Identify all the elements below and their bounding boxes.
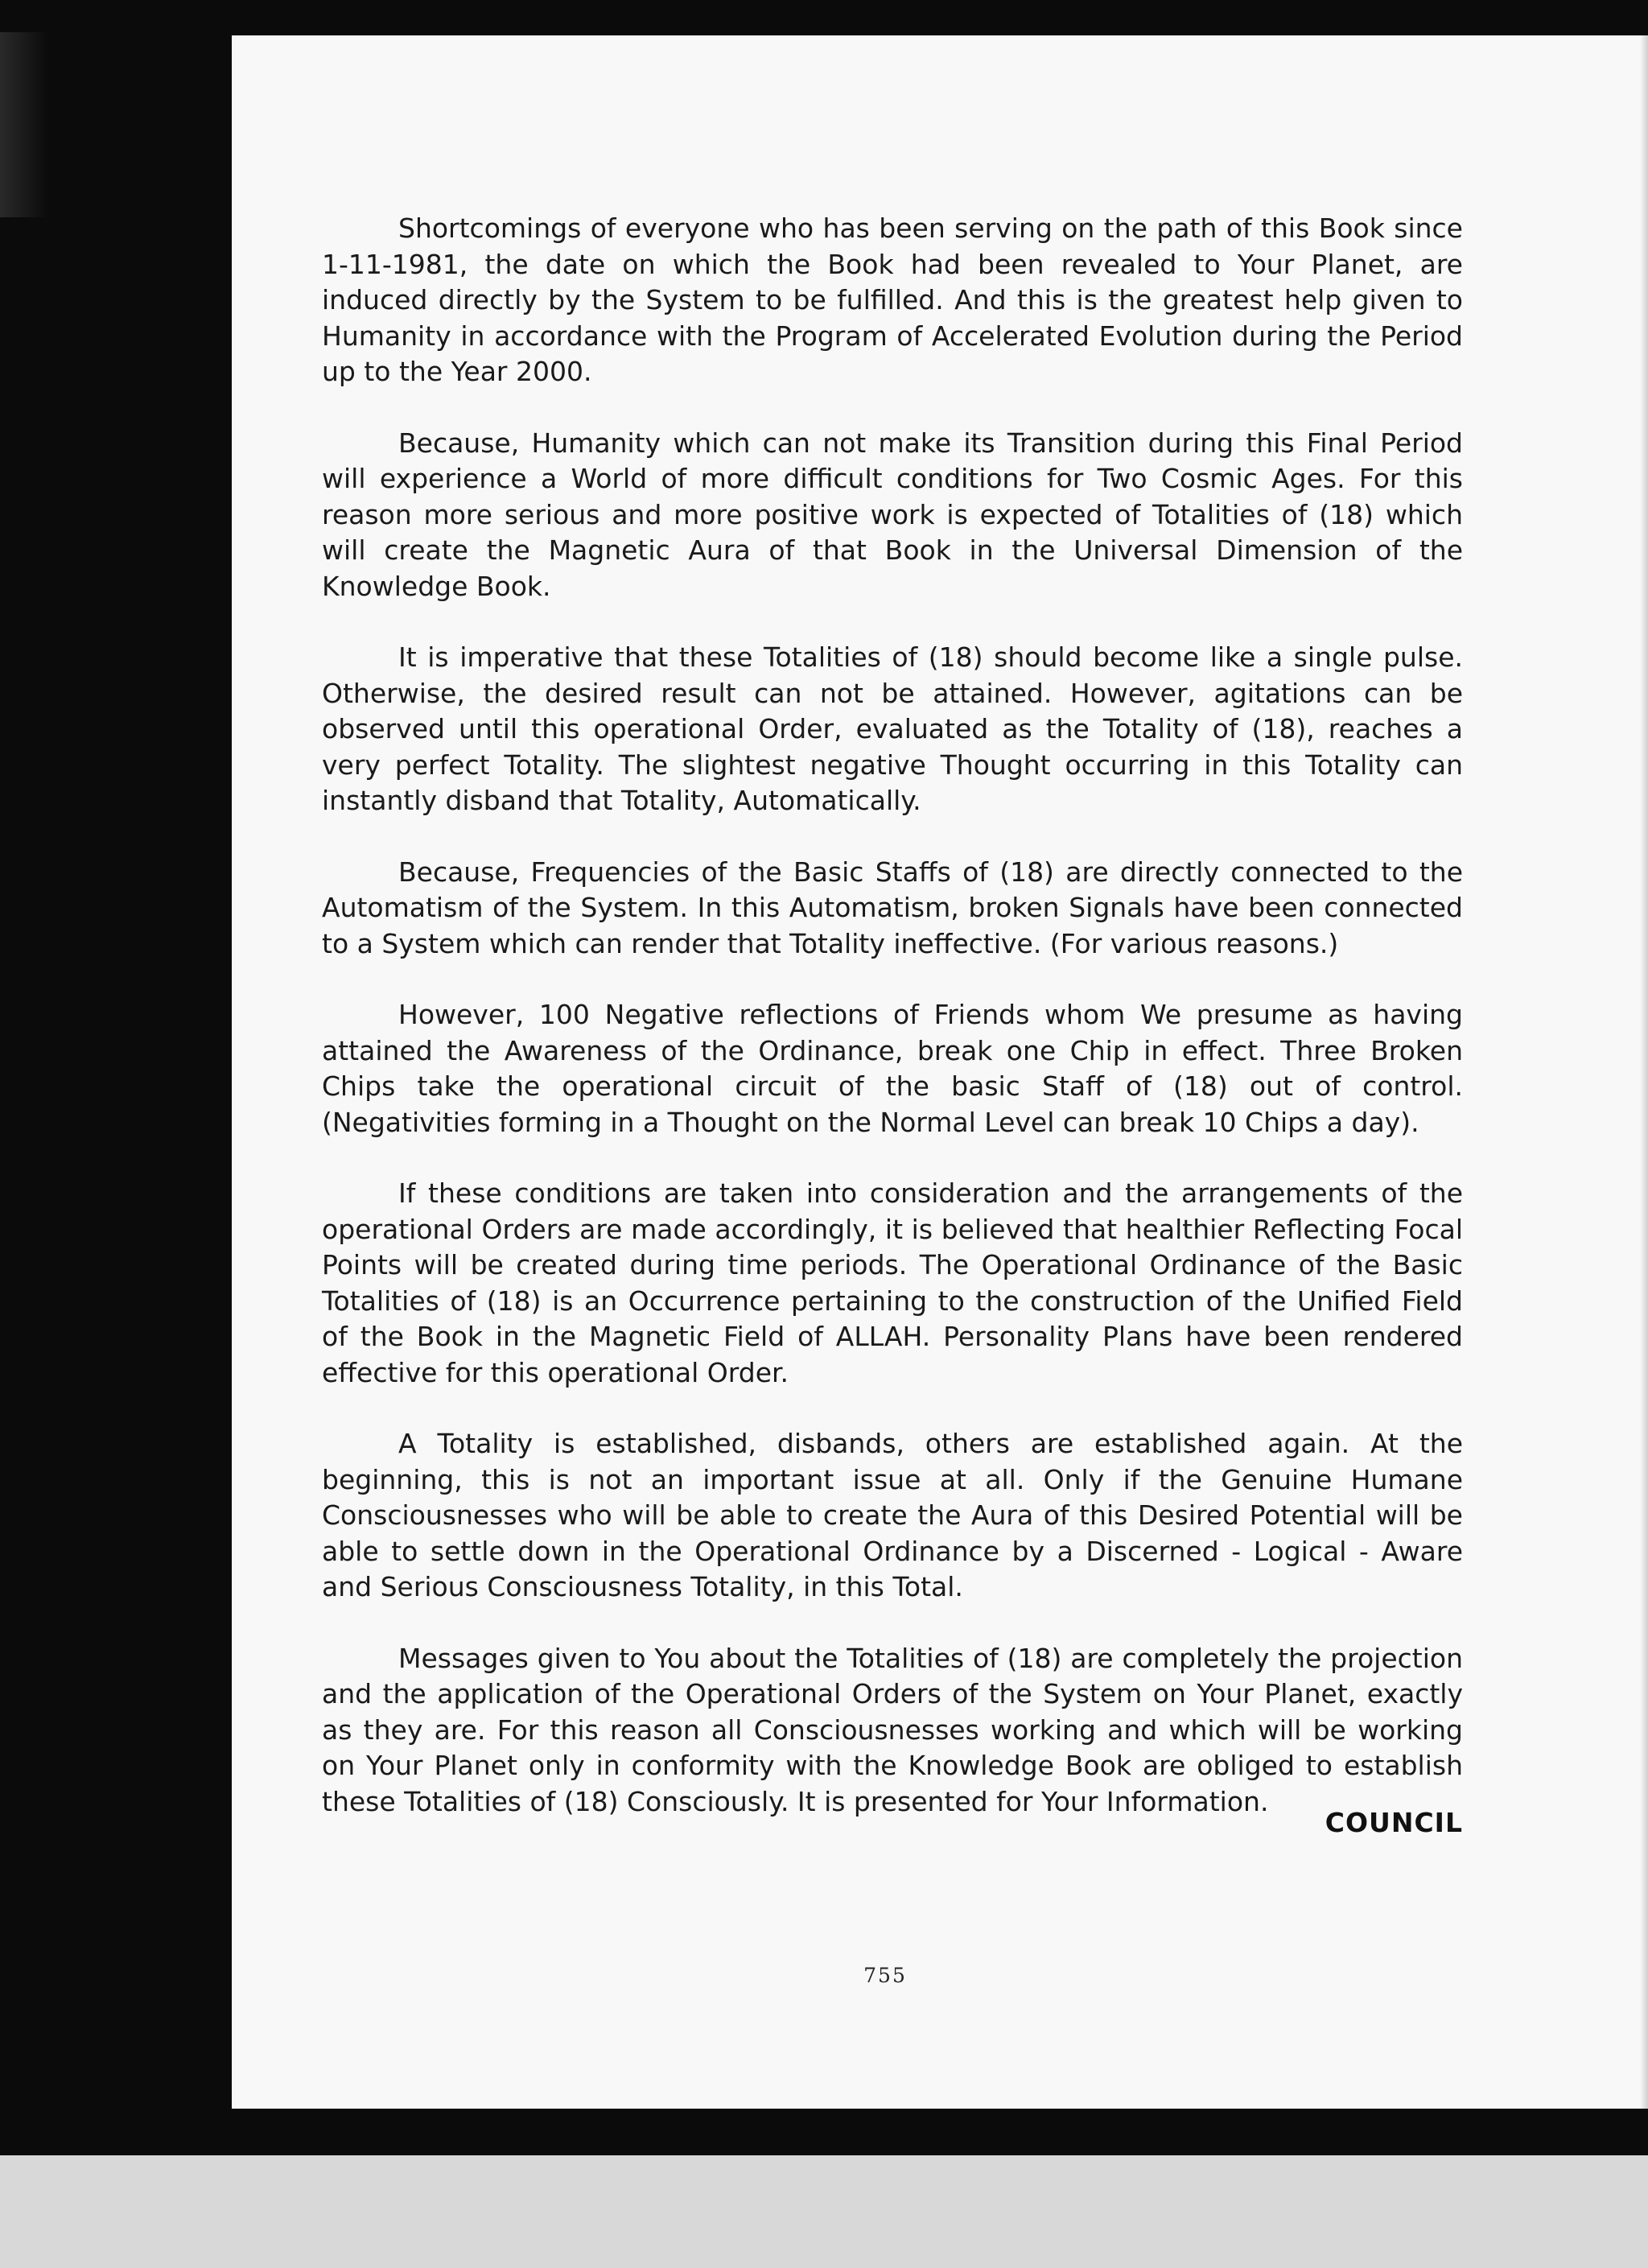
- page-number: 755: [863, 1964, 907, 1987]
- page-right-edge: [1640, 35, 1648, 2109]
- paragraph: Shortcomings of everyone who has been serving on the path of this Book since 1-11-1981, the date on which the Book had been revealed to Your Planet, are induced directly by the System to be fulfilled. And this is the greatest help given to Humanity in accordance with the Program of Accelerated Evolution during the Period up to the Year 2000.: [322, 212, 1463, 387]
- body-text: [322, 211, 1463, 1855]
- paragraph: If these conditions are taken into consideration and the arrangements of the operational Orders are made accordingly, it is believed that healthier Reflecting Focal Points will be created during time periods. The Operational Ordinance of the Basic Totalities of (18) is an Occurrence pertaining to the construction of the Unified Field of the Book in the Magnetic Field of ALLAH. Personality Plans have been rendered effective for this operational Order.: [322, 1177, 1463, 1388]
- signature: COUNCIL: [1325, 1807, 1463, 1838]
- scan-bottom-background: [0, 2155, 1648, 2268]
- paragraph: Because, Humanity which can not make its Transition during this Final Period will experience a World of more difficult conditions for Two Cosmic Ages. For this reason more serious and more positive work is expected of Totalities of (18) which will create the Magnetic Aura of that Book in the Universal Dimension of the Knowledge Book.: [322, 427, 1463, 602]
- scan-left-bleed: [0, 32, 48, 217]
- paragraph: Because, Frequencies of the Basic Staffs of (18) are directly connected to the Automatism of the System. In this Automatism, broken Signals have been connected to a System which can render that Totality ineffective. (For various reasons.): [322, 856, 1463, 959]
- paragraph: A Totality is established, disbands, others are established again. At the beginning, this is not an important issue at all. Only if the Genuine Humane Consciousnesses who will be able to create the Aura of this Desired Potential will be able to settle down in the Operational Ordinance by a Discerned - Logical - Aware and Serious Consciousness Totality, in this Total.: [322, 1428, 1463, 1602]
- scan-bottom-border: [0, 2109, 1648, 2155]
- scan-left-border: [0, 0, 232, 2268]
- paragraph: However, 100 Negative reflections of Friends whom We presume as having attained the Awareness of the Ordinance, break one Chip in effect. Three Broken Chips take the operational circuit of the basic Staff of (18) out of control. (Negativities forming in a Thought on the Normal Level can break 10 Chips a day).: [322, 999, 1463, 1138]
- paragraph: It is imperative that these Totalities of (18) should become like a single pulse. Otherwise, the desired result can not be attained. However, agitations can be observed until this operational Order, evaluated as the Totality of (18), reaches a very perfect Totality. The slightest negative Thought occurring in this Totality can instantly disband that Totality, Automatically.: [322, 641, 1463, 816]
- paragraph: Messages given to You about the Totalities of (18) are completely the projection and the application of the Operational Orders of the System on Your Planet, exactly as they are. For this reason all Consciousnesses working and which will be working on Your Planet only in conformity with the Knowledge Book are obliged to establish these Totalities of (18) Consciously. It is presented for Your Information.: [322, 1642, 1463, 1817]
- scan-top-border: [0, 0, 1648, 35]
